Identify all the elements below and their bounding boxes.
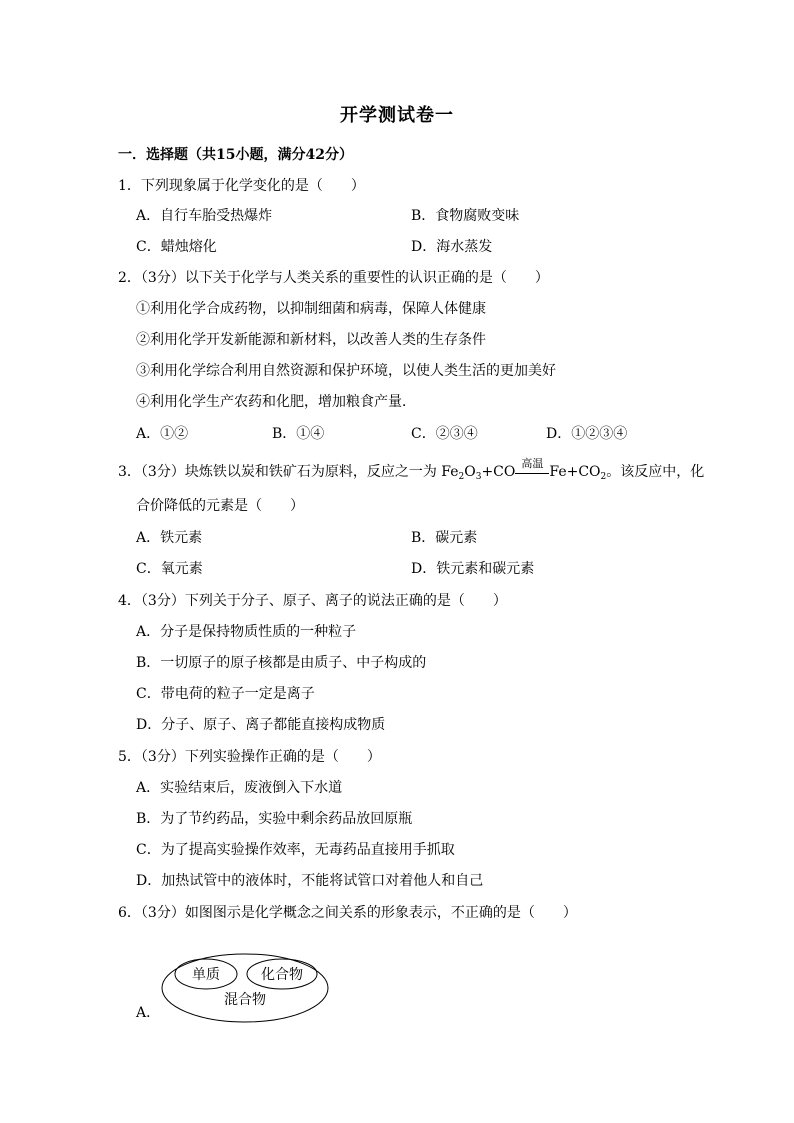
question-2-item-2: ②利用化学开发新能源和新材料，以改善人类的生存条件 <box>136 332 486 348</box>
question-4-option-b[interactable]: B．一切原子的原子核都是由质子、中子构成的 <box>136 655 427 671</box>
question-3-stem-line2: 合价降低的元素是（ ） <box>136 498 304 514</box>
q3-sub-fe: 2 <box>458 472 465 482</box>
question-2-item-1: ①利用化学合成药物，以抑制细菌和病毒，保障人体健康 <box>136 301 486 317</box>
question-3-stem <box>118 457 705 482</box>
question-3-option-a[interactable]: A．铁元素 <box>136 530 203 546</box>
question-2-stem: 2．（3分）以下关于化学与人类关系的重要性的认识正确的是（ ） <box>118 270 549 286</box>
question-4-stem: 4．（3分）下列关于分子、原子、离子的说法正确的是（ ） <box>118 593 507 609</box>
question-5-stem: 5．（3分）下列实验操作正确的是（ ） <box>118 749 381 765</box>
q3-text-a: 3．（3分）块炼铁以炭和铁矿石为原料，反应之一为 Fe <box>118 464 459 480</box>
outer-ellipse <box>162 954 328 1022</box>
question-2-option-a[interactable]: A．①② <box>136 426 189 442</box>
q3-text-d: Fe+CO <box>549 464 601 480</box>
question-6-option-a[interactable]: A． <box>136 1005 161 1021</box>
question-5-option-a[interactable]: A．实验结束后，废液倒入下水道 <box>136 780 343 796</box>
question-1-option-c[interactable]: C．蜡烛熔化 <box>136 239 217 255</box>
diagram-left-label: 单质 <box>192 967 220 983</box>
question-1-option-a[interactable]: A．自行车胎受热爆炸 <box>136 208 273 224</box>
question-2-item-4: ④利用化学生产农药和化肥，增加粮食产量． <box>136 394 416 410</box>
question-1-option-d[interactable]: D．海水蒸发 <box>411 239 493 255</box>
question-2-option-d[interactable]: D．①②③④ <box>546 426 628 442</box>
question-5-option-b[interactable]: B．为了节约药品，实验中剩余药品放回原瓶 <box>136 811 413 827</box>
q3-sub-co2: 2 <box>600 472 607 482</box>
q3-sub-o: 3 <box>475 472 482 482</box>
question-4-option-a[interactable]: A．分子是保持物质性质的一种粒子 <box>136 624 357 640</box>
question-4-option-d[interactable]: D．分子、原子、离子都能直接构成物质 <box>136 717 386 733</box>
question-3-option-d[interactable]: D．铁元素和碳元素 <box>411 561 535 577</box>
section-header: 一．选择题（共15小题，满分42分） <box>118 147 353 163</box>
question-5-option-d[interactable]: D．加热试管中的液体时，不能将试管口对着他人和自己 <box>136 873 484 889</box>
question-6-stem: 6．（3分）如图图示是化学概念之间关系的形象表示，不正确的是（ ） <box>118 905 577 921</box>
reaction-arrow <box>515 457 549 478</box>
question-5-option-c[interactable]: C．为了提高实验操作效率，无毒药品直接用手抓取 <box>136 842 455 858</box>
question-1-option-b[interactable]: B．食物腐败变味 <box>411 208 520 224</box>
arrow-line <box>515 473 549 474</box>
diagram-outer-label: 混合物 <box>224 992 266 1008</box>
question-1-stem: 1．下列现象属于化学变化的是（ ） <box>118 178 365 194</box>
q3-text-c: +CO <box>481 464 516 480</box>
q3-text-e: 。该反应中，化 <box>606 464 705 480</box>
question-4-option-c[interactable]: C．带电荷的粒子一定是离子 <box>136 686 315 702</box>
q3-text-b: O <box>464 464 476 480</box>
page-title: 开学测试卷一 <box>340 105 454 126</box>
question-2-option-c[interactable]: C．②③④ <box>411 426 478 442</box>
diagram-right-label: 化合物 <box>261 967 303 983</box>
question-2-item-3: ③利用化学综合利用自然资源和保护环境，以使人类生活的更加美好 <box>136 363 556 379</box>
question-3-option-c[interactable]: C．氧元素 <box>136 561 203 577</box>
concept-diagram <box>160 952 330 1024</box>
question-3-option-b[interactable]: B．碳元素 <box>411 530 478 546</box>
question-2-option-b[interactable]: B．①④ <box>272 426 325 442</box>
reaction-condition: 高温 <box>521 457 544 470</box>
